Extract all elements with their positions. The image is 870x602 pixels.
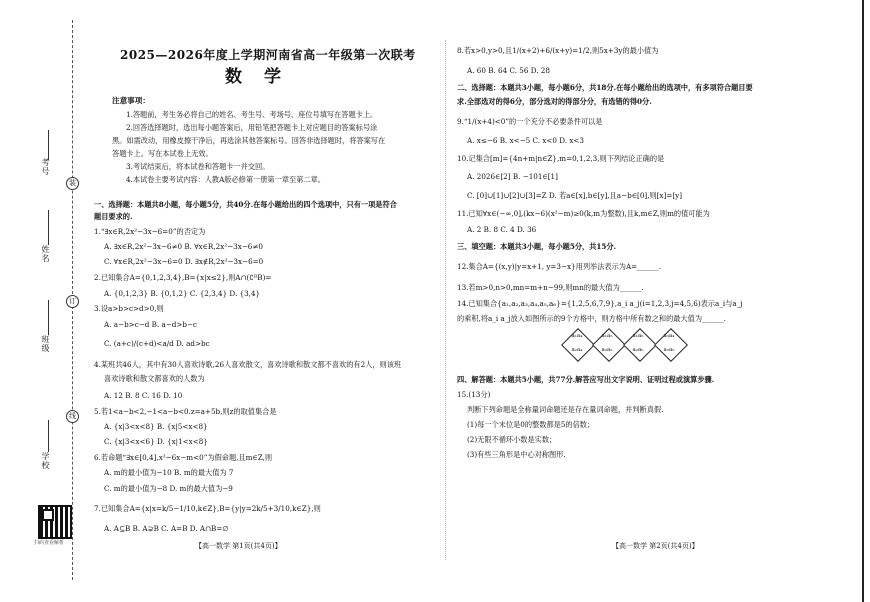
section-heading: 一、选择题：本题共8小题，每小题5分，共40分.在每小题给出的四个选项中，只有一项是符合 (94, 200, 397, 209)
exam-number-label: 考号 (41, 158, 50, 176)
option-line: A. ∃x∈R,2x²−3x−6≠0 B. ∀x∈R,2x²−3x−6≠0 (104, 242, 263, 251)
note-line: 4.本试卷主要考试内容：人教A版必修第一册第一章至第二章。 (126, 175, 325, 184)
question-10: 10.记集合[m]={4n+m|n∈Z},m=0,1,2,3,则下列结论正确的是 (457, 154, 665, 163)
section-heading: 二、选择题：本题共3小题，每小题6分，共18分.在每小题给出的选项中，有多项符合题目要 (457, 83, 753, 92)
option-line: A. m的最小值为−10 B. m的最大值为 7 (104, 468, 234, 477)
note-line: 2.回答选择题时，选出每小题答案后，用铅笔把答题卡上对应题目的答案标号涂 (126, 123, 378, 132)
question-5: 5.若1<a−b<2,−1<a−b<0.z=a+5b,则z的取值集合是 (94, 407, 277, 416)
section-heading: 题目要求的. (94, 212, 133, 221)
question-15-part: (3)有些三角形是中心对称图形. (467, 450, 566, 459)
question-9: 9.“1/(x+4)<0”的一个充分不必要条件可以是 (457, 117, 603, 126)
question-2: 2.已知集合A={0,1,2,3,4},B={x|x≤2},则A∩(∁ᴿB)= (94, 273, 272, 282)
option-line: C. ∀x∈R,2x²−3x−6=0 D. ∃x∉R,2x²−3x−6=0 (104, 257, 264, 266)
grid-label: a₁a₄ (571, 333, 583, 339)
question-15: 15.(13分) (457, 390, 491, 399)
subject-title: 数学 (225, 67, 303, 87)
question-14: 14.已知集合{a₁,a₂,a₃,a₄,a₅,a₆}={1,2,5,6,7,9},a_i a_j(i=1,2,3,j=4,5,6)表示a_i与a_j (457, 299, 743, 308)
option-line: C. {x|3<x<6} D. {x|1<x<8} (104, 437, 208, 446)
question-15-stem: 判断下列命题是全称量词命题还是存在量词命题，并判断真假. (467, 405, 664, 414)
name-label: 姓名 (41, 245, 50, 263)
option-line: C. m的最小值为−8 D. m的最大值为−9 (104, 484, 233, 493)
note-line: 黑。如需改动，用橡皮擦干净后，再选涂其他答案标号。回答非选择题时，将答案写在 (112, 136, 386, 145)
note-line: 1.答题前，考生务必将自己的姓名、考生号、考场号、座位号填写在答题卡上。 (126, 110, 378, 119)
question-1: 1.“∃x∈R,2x²−3x−6=0”的否定为 (94, 227, 206, 236)
question-15-part: (2)无限不循环小数是实数； (467, 435, 557, 444)
option-line: A. 60 B. 64 C. 56 D. 28 (467, 66, 550, 75)
option-line: C. (a+c)/(c+d)<a/d D. ad>bc (104, 339, 210, 348)
question-6: 6.若命题“∃x∈[0,4],x²−6x−m<0”为假命题,且m∈Z,则 (94, 453, 273, 462)
question-11: 11.已知∀x∈(−∞,0],(kx−6)(x²−m)≥0(k,m为整数),且k,m∈Z,则m的值可能为 (457, 209, 710, 218)
grid-label: a₂a₆ (632, 347, 644, 353)
option-line: A. {x|3<x<8} B. {x|5<x<8} (104, 422, 208, 431)
question-7: 7.已知集合A={x|x=k/5−1/10,k∈Z},B={y|y=2k/5+3/10,k∈Z},则 (94, 504, 321, 513)
option-line: A. a−b>c−d B. a−d>b−c (104, 320, 198, 329)
exam-number-field (48, 130, 49, 160)
question-4: 4.某班共46人，其中有30人喜欢诗歌,26人喜欢散文，喜欢诗歌和散文都不喜欢的有2人，则该班 (94, 360, 402, 369)
grid-label: a₂a₅ (601, 347, 613, 353)
option-line: A. A⊆B B. A⊋B C. A=B D. A∩B=∅ (104, 524, 229, 533)
class-label: 班级 (41, 335, 50, 353)
notes-heading: 注意事项： (112, 96, 150, 105)
section-heading: 四、解答题：本题共5小题，共77分.解答应写出文字说明、证明过程或演算步骤. (457, 375, 715, 384)
page-divider (445, 40, 446, 560)
question-12: 12.集合A={(x,y)|y=x+1, y=3−x}用列举法表示为A=______. (457, 262, 661, 271)
product-grid (560, 328, 710, 368)
name-field (48, 210, 49, 245)
cut-mark-ding: 订 (66, 295, 79, 308)
right-border (862, 0, 864, 602)
note-line: 答题卡上。写在本试卷上无效。 (112, 149, 213, 158)
school-label: 学校 (41, 452, 50, 470)
exam-title: 2025—2026年度上学期河南省高一年级第一次联考 (120, 48, 416, 62)
grid-label: a₁a₆ (632, 333, 644, 339)
section-heading: 求.全部选对的得6分，部分选对的得部分分，有选错的得0分. (457, 97, 652, 106)
option-line: C. [0]∪[1]∪[2]∪[3]=Z D. 若a∈[x],b∈[y],且a−b∈[0],则[x]=[y] (467, 191, 683, 200)
question-3: 3.设a>b>c>d>0,则 (94, 304, 164, 313)
question-8: 8.若x>0,y>0,且1/(x+2)+6/(x+y)=1/2,则5x+3y的最小值为 (457, 46, 659, 55)
option-line: A. 12 B. 8 C. 16 D. 10 (104, 391, 183, 400)
class-field (48, 300, 49, 335)
grid-label: a₂a₄ (571, 347, 583, 353)
question-15-part: (1)每一个末位是0的整数都是5的倍数； (467, 420, 595, 429)
question-4-cont: 喜欢诗歌和散文都喜欢的人数为 (104, 374, 205, 383)
qr-code[interactable] (38, 505, 72, 539)
option-line: A. {0,1,2,3} B. {0,1,2} C. {2,3,4} D. {3,4} (104, 289, 261, 298)
footer-right: 【高一数学 第2页(共4页)】 (612, 542, 699, 550)
note-line: 3.考试结束后，将本试卷和答题卡一并交回。 (126, 162, 270, 171)
grid-label: a₃a₄ (663, 333, 675, 339)
grid-label: a₁a₅ (601, 333, 613, 339)
option-line: A. 2 B. 8 C. 4 D. 36 (467, 225, 537, 234)
option-line: A. 2026∈[2] B. −101∈[1] (467, 172, 558, 181)
binding-sidebar (0, 0, 88, 602)
question-14-cont: 的乘积,将a_i a_j放入如图所示的9个方格中，则方格中所有数之和的最大值为______. (457, 314, 726, 323)
question-13: 13.若m>0,n>0,mn=m+n−99,则mn的最大值为______. (457, 283, 644, 292)
qr-caption: 扫码查看解析 (34, 540, 65, 546)
section-heading: 三、填空题：本题共3小题，每小题5分，共15分. (457, 242, 617, 251)
footer-left: 【高一数学 第1页(共4页)】 (195, 542, 282, 550)
cut-mark-zhuang: 装 (66, 177, 79, 190)
cut-mark-xian: 线 (66, 410, 79, 423)
option-line: A. x≤−6 B. x<−5 C. x<0 D. x<3 (467, 136, 584, 145)
school-field (48, 420, 49, 452)
grid-label: a₃a₅ (663, 347, 675, 353)
